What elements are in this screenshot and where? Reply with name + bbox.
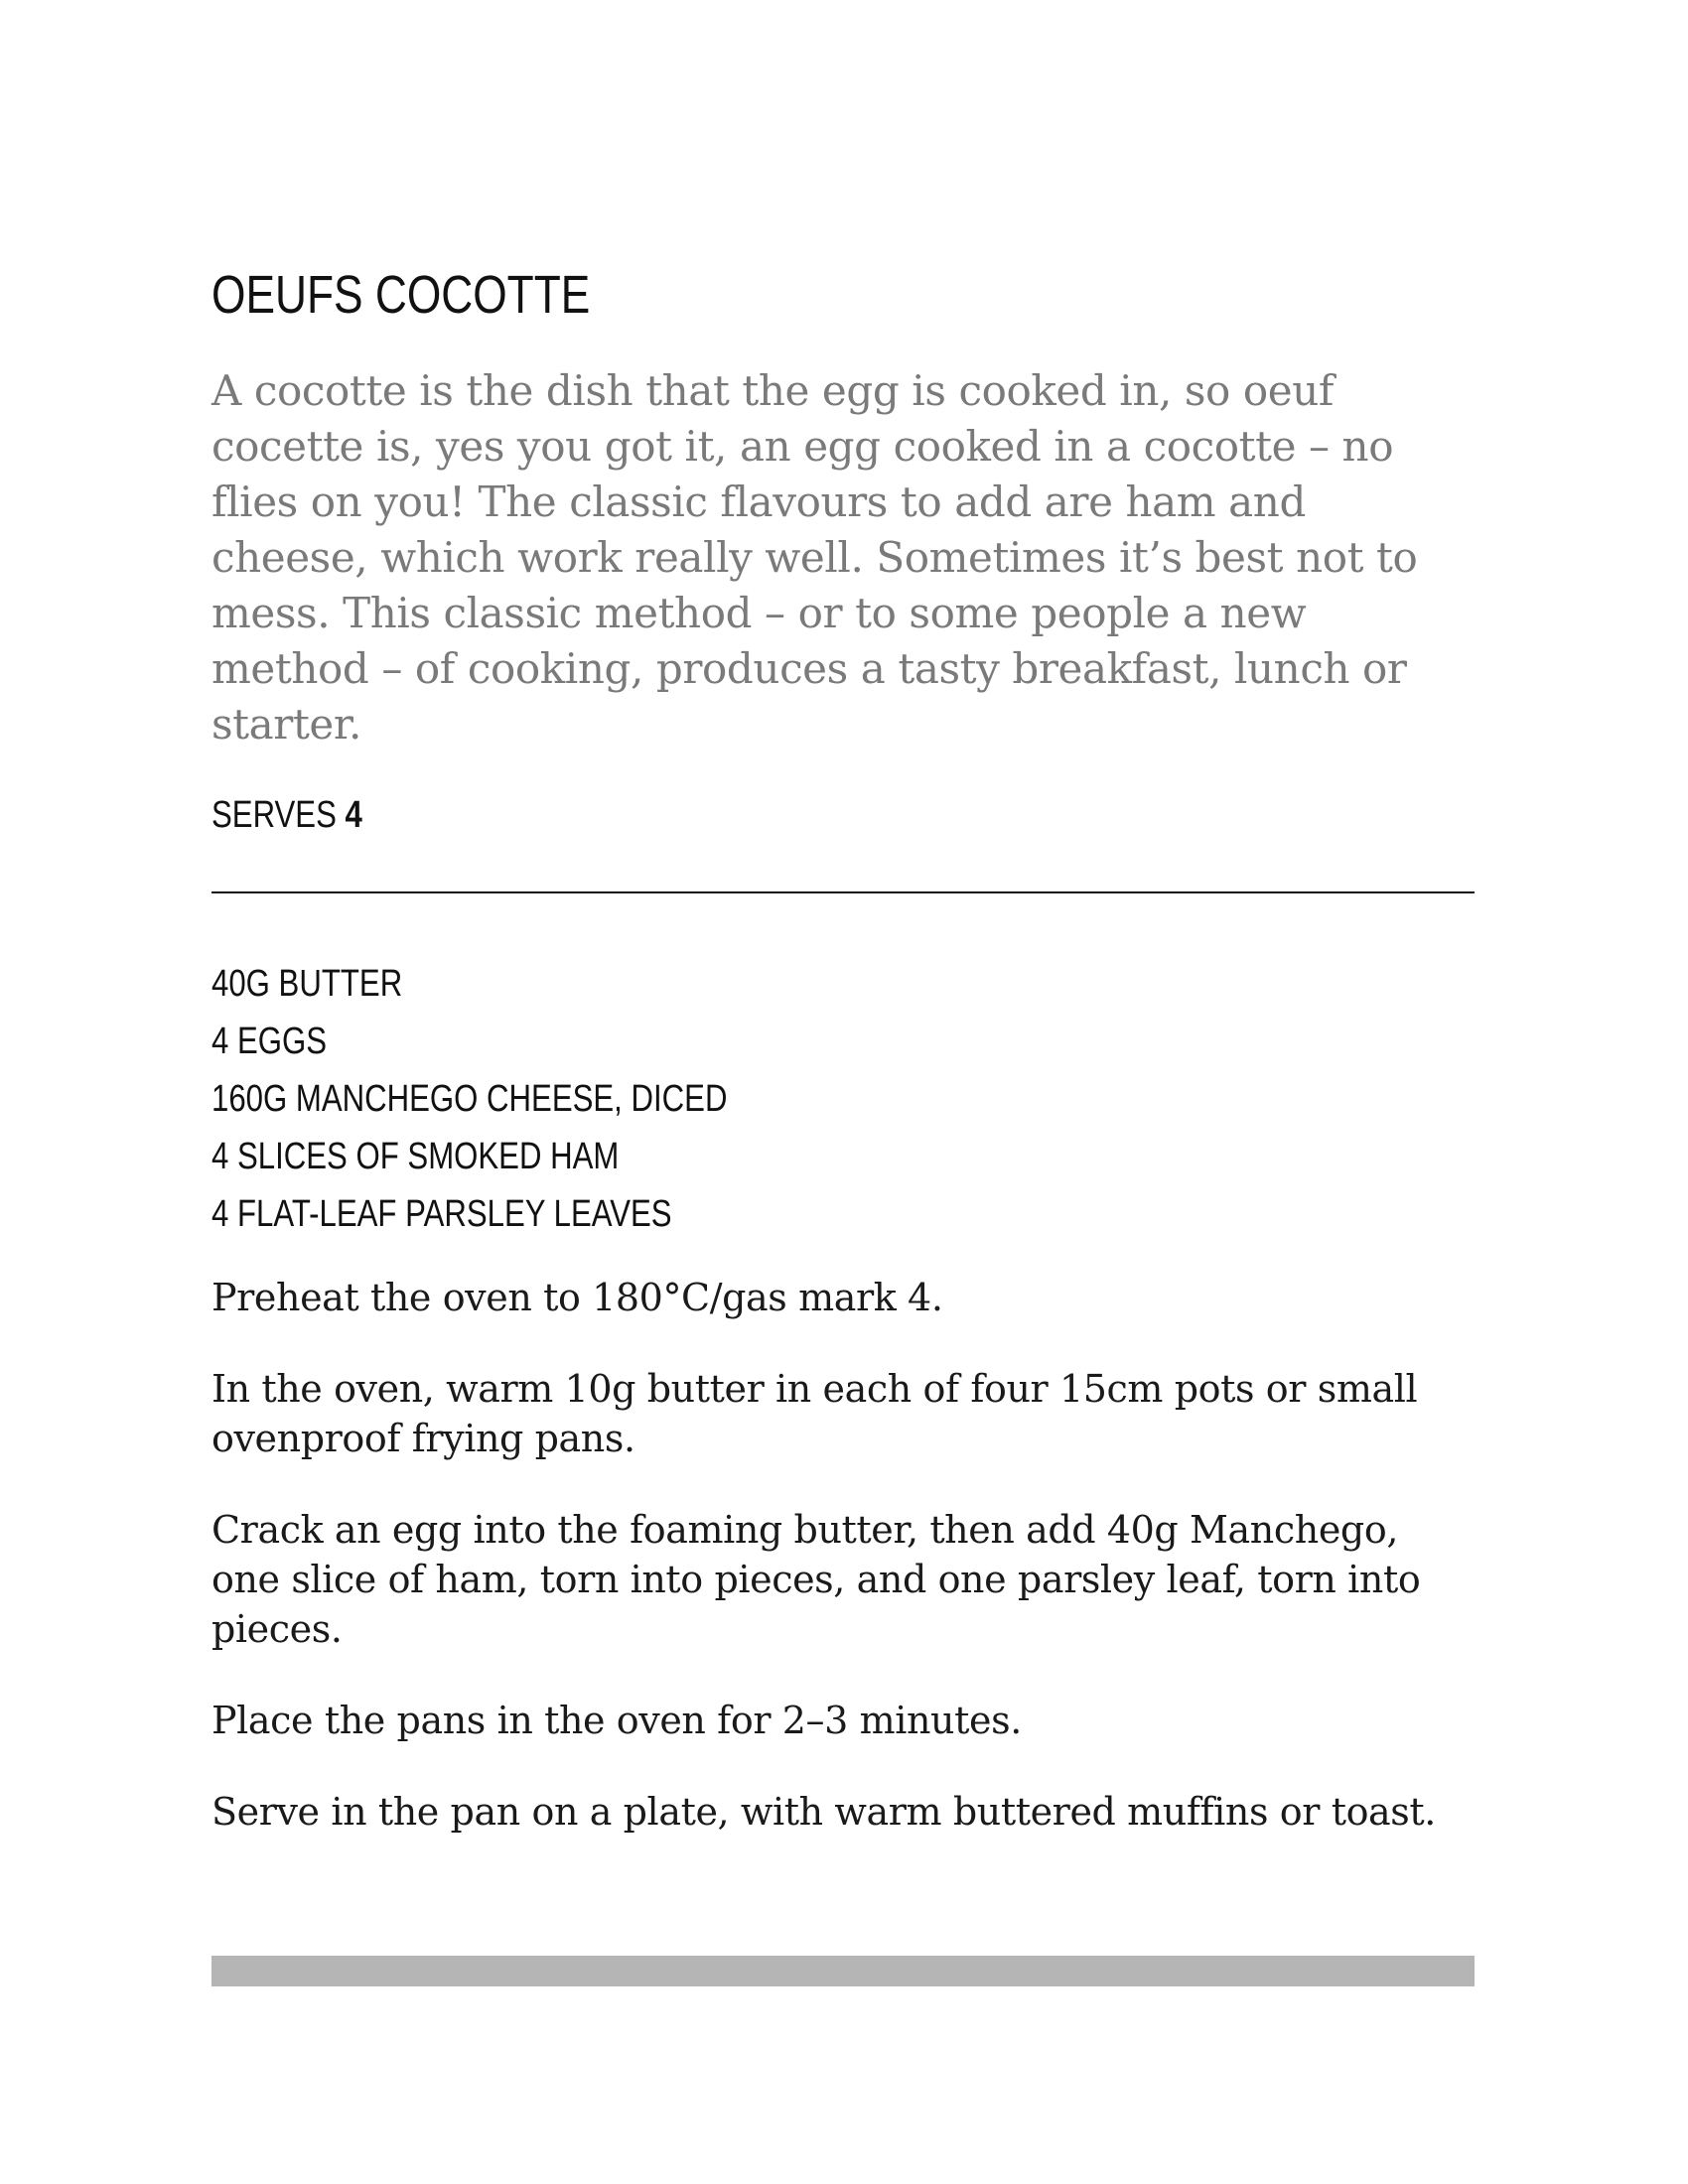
- ingredient-item: 4 FLAT-LEAF PARSLEY LEAVES: [211, 1193, 672, 1235]
- ingredient-item: 40G BUTTER: [211, 963, 403, 1005]
- serves-line: [211, 790, 1247, 840]
- serves-count: 4: [345, 794, 362, 836]
- method-steps: [211, 1273, 1475, 1837]
- ingredient-item: 4 SLICES OF SMOKED HAM: [211, 1136, 620, 1177]
- method-step: In the oven, warm 10g butter in each of four 15cm pots or small ovenproof frying pans.: [211, 1367, 1418, 1460]
- ingredient-item: 160G MANCHEGO CHEESE, DICED: [211, 1078, 728, 1120]
- ingredient-list: [211, 955, 1475, 1243]
- method-step: Serve in the pan on a plate, with warm buttered muffins or toast.: [211, 1790, 1436, 1834]
- ingredient-item: 4 EGGS: [211, 1021, 328, 1062]
- method-step: Place the pans in the oven for 2–3 minutes.: [211, 1699, 1022, 1742]
- footer-bar: [211, 1956, 1475, 1986]
- recipe-intro: A cocotte is the dish that the egg is cooked in, so oeuf cocette is, yes you got it, an egg cooked in a cocotte – no flies on you! The classic flavours to add are ham and cheese, which work really well. Sometimes it’s best not to mess. This classic method – or to some people a new method – of cooking, produces a tasty breakfast, lunch or starter.: [211, 366, 1418, 749]
- recipe-page: [211, 260, 1475, 1878]
- serves-label: SERVES: [211, 794, 337, 836]
- method-step: Preheat the oven to 180°C/gas mark 4.: [211, 1276, 943, 1319]
- method-step: Crack an egg into the foaming butter, then add 40g Manchego, one slice of ham, torn into pieces, and one parsley leaf, torn into pieces.: [211, 1508, 1421, 1651]
- recipe-title: OEUFS COCOTTE: [211, 265, 591, 325]
- section-divider: [211, 891, 1475, 893]
